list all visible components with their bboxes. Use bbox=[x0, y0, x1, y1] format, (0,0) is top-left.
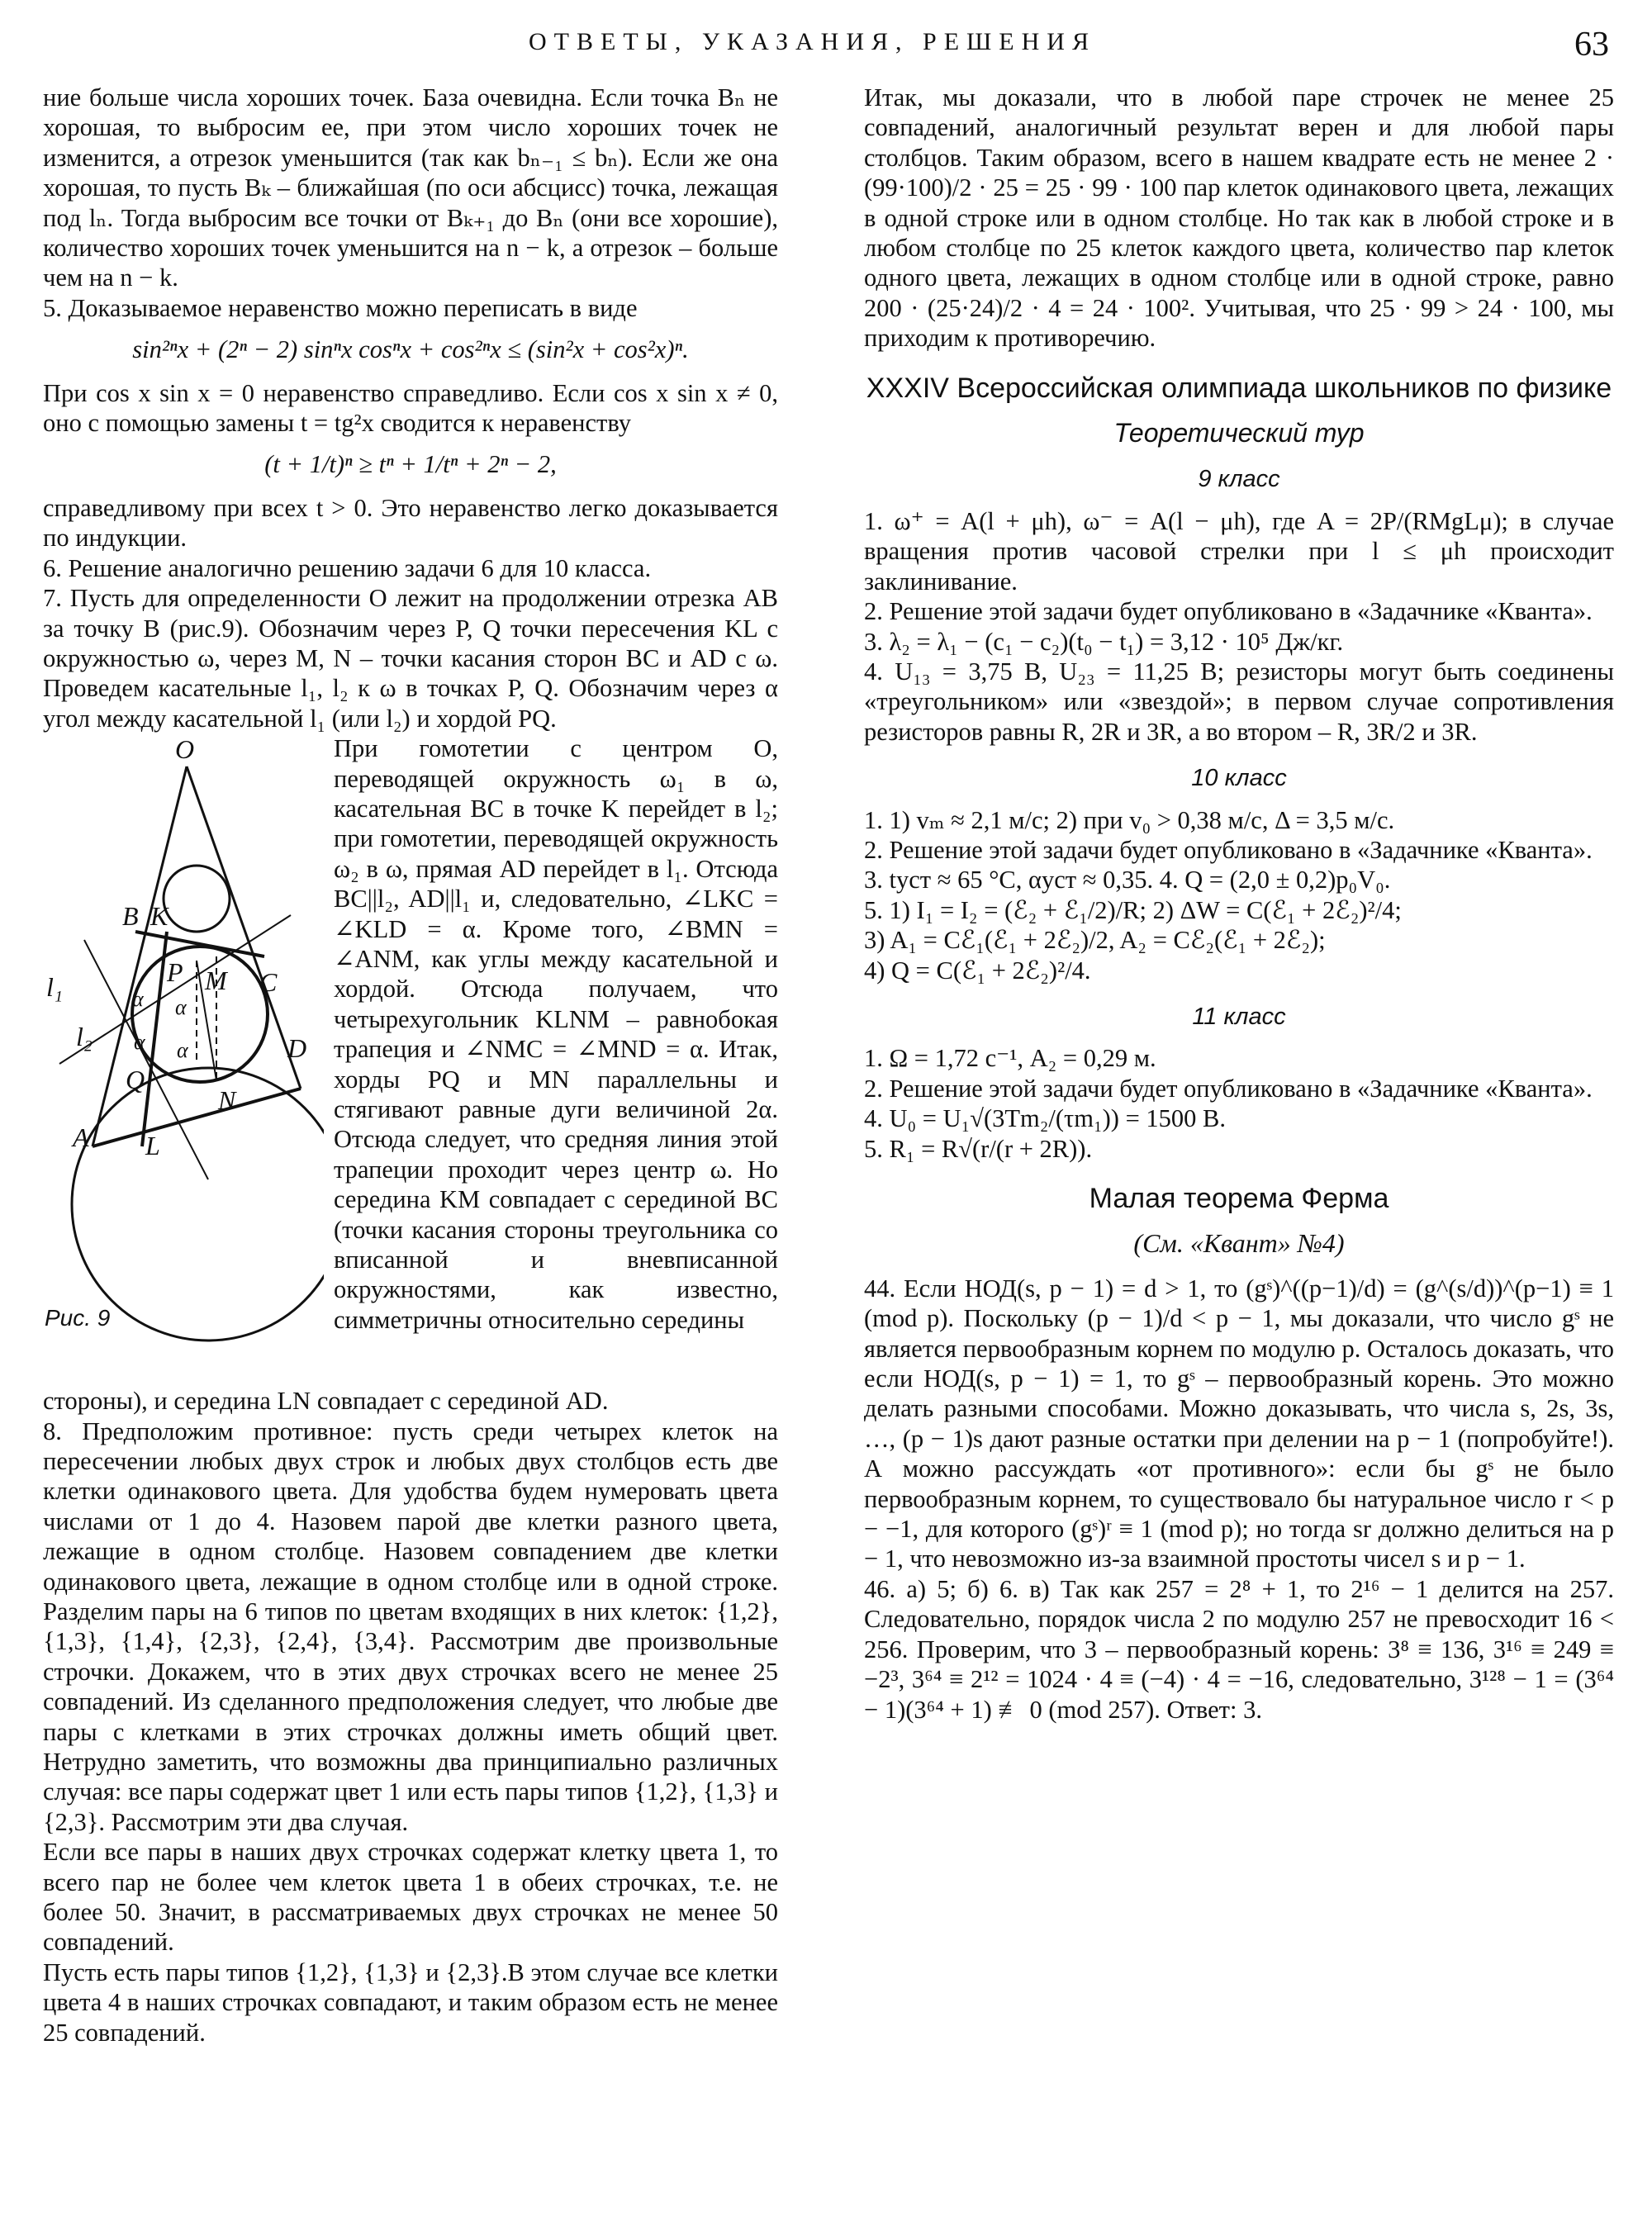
figure-block bbox=[43, 733, 778, 1386]
paragraph: При гомотетии с центром O, переводящей окружность ω₁ в ω, касательная BC в точке K перейдет в l₂; при гомотетии, переводящей окружность ω₂ в ω, прямая AD перейдет в l₁. Отсюда BC||l₂, AD||l₁ и, следовательно, ∠LKC = ∠KLD = α. Кроме того, ∠BMN = ∠ANM, как углы между касательной и хордой. Отсюда получаем, что четырехугольник KLNM – равнобокая трапеция и ∠NMC = ∠MND = α. Итак, хорды PQ и MN параллельны и стягивают равные дуги величиной 2α. Отсюда следует, что средняя линия этой трапеции проходит через центр ω. Но середина KM совпадает с серединой BC (точки касания стороны треугольника со вписанной и вневписанной окружностями, как известно, симметричны относительно середины bbox=[334, 734, 778, 1334]
problem-8: 8. Предположим противное: пусть среди четырех клеток на пересечении любых двух строк и любых двух столбцов есть две клетки одинакового цвета. Для удобства будем нумеровать цвета числами от 1 до 4. Назовем парой две клетки разного цвета, лежащие в одном столбце. Назовем совпадением две клетки одинакового цвета, лежащие в одном столбце или в одной строке. Разделим пары на 6 типов по цветам входящих в них клеток: {1,2}, {1,3}, {1,4}, {2,3}, {2,4}, {3,4}. Рассмотрим две произвольные строчки. Докажем, что в этих двух строчках всего не менее 25 совпадений. Из сделанного предположения следует, что любые две пары с клетками в этих строчках должны иметь общий цвет. Нетрудно заметить, что возможны два принципиально различных случая: все пары содержат цвет 1 или есть пары типов {1,2}, {1,3} и {2,3}. Рассмотрим эти два случая. bbox=[43, 1416, 778, 1836]
answer-item: 1. ω⁺ = A(l + μh), ω⁻ = A(l − μh), где A = 2P/(RMgLμ); в случае вращения против часовой стрелки при l ≤ μh происходит заклинивание. bbox=[864, 506, 1614, 596]
class-heading-9: 9 класс bbox=[1198, 466, 1280, 493]
answer-item: 4) Q = C(ℰ₁ + 2ℰ₂)²/4. bbox=[864, 956, 1091, 985]
label-alpha: α bbox=[134, 1030, 145, 1055]
label-L: L bbox=[145, 1131, 160, 1161]
header-title: ОТВЕТЫ, УКАЗАНИЯ, РЕШЕНИЯ bbox=[529, 28, 1096, 55]
label-N: N bbox=[218, 1085, 236, 1116]
label-P: P bbox=[167, 957, 183, 988]
tour-title: Теоретический тур bbox=[1113, 418, 1365, 448]
class-heading-11: 11 класс bbox=[1192, 1003, 1286, 1030]
label-D: D bbox=[287, 1033, 307, 1064]
label-O: O bbox=[175, 734, 195, 765]
answer-item: 3. λ₂ = λ₁ − (c₁ − c₂)(t₀ − t₁) = 3,12 · 10⁵ Дж/кг. bbox=[864, 627, 1344, 656]
fermat-title: Малая теорема Ферма bbox=[1089, 1183, 1389, 1214]
paragraph: стороны), и середина LN совпадает с серединой AD. bbox=[43, 1387, 609, 1416]
answer-item: 3) A₁ = Cℰ₁(ℰ₁ + 2ℰ₂)/2, A₂ = Cℰ₂(ℰ₁ + 2ℰ₂); bbox=[864, 926, 1326, 955]
paragraph: При cos x sin x = 0 неравенство справедливо. Если cos x sin x ≠ 0, оно с помощью замены t = tg²x сводится к неравенству bbox=[43, 378, 778, 438]
label-l2: l₂ bbox=[76, 1022, 93, 1052]
class-heading-10: 10 класс bbox=[1191, 765, 1287, 792]
problem-6: 6. Решение аналогично решению задачи 6 для 10 класса. bbox=[43, 553, 652, 582]
paragraph: Итак, мы доказали, что в любой паре строчек не менее 25 совпадений, аналогичный результат верен и для любой пары столбцов. Таким образом, всего в нашем квадрате есть не менее 2 · (99·100)/2 · 25 = 25 · 99 · 100 пар клеток одинакового цвета, лежащих в одной строке или в одном столбце. Но так как в любой строке и в любом столбце по 25 клеток каждого цвета, количество пар клеток одного цвета, лежащих в одном столбце или в одной строке, равно 200 · (25·24)/2 · 4 = 24 · 100². Учитывая, что 25 · 99 > 24 · 100, мы приходим к противоречию. bbox=[864, 83, 1614, 353]
label-l1: l₁ bbox=[46, 972, 64, 1003]
answer-item: 4. U₁₃ = 3,75 В, U₂₃ = 11,25 В; резисторы могут быть соединены «треугольником» или «звездой»; в первом случае сопротивления резисторов равны R, 2R и 3R, а во втором – R, 3R/2 и 3R. bbox=[864, 657, 1614, 746]
answer-item: 2. Решение этой задачи будет опубликовано в «Задачнике «Кванта». bbox=[864, 597, 1593, 626]
answer-item: 1. Ω = 1,72 с⁻¹, A₂ = 0,29 м. bbox=[864, 1044, 1156, 1073]
figure-caption: Рис. 9 bbox=[45, 1305, 111, 1331]
label-alpha: α bbox=[177, 1038, 188, 1063]
geometry-figure bbox=[43, 733, 324, 1386]
fermat-reference: (См. «Квант» №4) bbox=[1133, 1228, 1345, 1259]
answer-item: 5. R₁ = R√(r/(r + 2R)). bbox=[864, 1134, 1093, 1163]
formula: sin²ⁿx + (2ⁿ − 2) sinⁿx cosⁿx + cos²ⁿx ≤ (sin²x + cos²x)ⁿ. bbox=[132, 335, 689, 364]
answer-item: 5. 1) I₁ = I₂ = (ℰ₂ + ℰ₁/2)/R; 2) ΔW = C(ℰ₁ + 2ℰ₂)²/4; bbox=[864, 895, 1402, 924]
right-column bbox=[864, 83, 1614, 1725]
paragraph: Пусть есть пары типов {1,2}, {1,3} и {2,3}.В этом случае все клетки цвета 4 в наших строчках совпадают, и таким образом есть не менее 25 совпадений. bbox=[43, 1957, 778, 2047]
answer-item: 2. Решение этой задачи будет опубликовано в «Задачнике «Кванта». bbox=[864, 1074, 1593, 1103]
label-Q: Q bbox=[126, 1065, 145, 1095]
label-M: M bbox=[205, 966, 227, 996]
answer-item: 1. 1) vₘ ≈ 2,1 м/с; 2) при v₀ > 0,38 м/с, Δ = 3,5 м/с. bbox=[864, 805, 1395, 834]
problem-44: 44. Если НОД(s, p − 1) = d > 1, то (gˢ)^((p−1)/d) = (g^(s/d))^(p−1) ≡ 1 (mod p). Поскольку (p − 1)/d < p − 1, мы доказали, что число gˢ не является первообразным корнем по модулю p. Осталось доказать, что если НОД(s, p − 1) = 1, то gˢ – первообразный корень. Это можно делать разными способами. Можно доказывать, что числа s, 2s, 3s, …, (p − 1)s дают разные остатки при делении на p − 1 (попробуйте!). А можно рассуждать «от противного»: если бы gˢ не было первообразным корнем, то существовало бы натуральное число r < p − −1, для которого (gˢ)ʳ ≡ 1 (mod p); но тогда sr должно делиться на p − 1, что невозможно из-за взаимной простоты чисел s и p − 1. bbox=[864, 1274, 1614, 1573]
answer-item: 3. tуст ≈ 65 °C, αуст ≈ 0,35. 4. Q = (2,0 ± 0,2)p₀V₀. bbox=[864, 866, 1391, 894]
answer-item: 2. Решение этой задачи будет опубликовано в «Задачнике «Кванта». bbox=[864, 835, 1593, 864]
label-C: C bbox=[259, 967, 278, 998]
formula: (t + 1/t)ⁿ ≥ tⁿ + 1/tⁿ + 2ⁿ − 2, bbox=[264, 450, 557, 479]
problem-7: 7. Пусть для определенности O лежит на продолжении отрезка AB за точку B (рис.9). Обозначим через P, Q точки пересечения KL с окружностью ω, через M, N – точки касания сторон BC и AD с ω. Проведем касательные l₁, l₂ к ω в точках P, Q. Обозначим через α угол между касательной l₁ (или l₂) и хордой PQ. bbox=[43, 584, 778, 733]
answer-item: 4. U₀ = U₁√(3Tm₂/(τm₁)) = 1500 В. bbox=[864, 1104, 1227, 1133]
paragraph: Если все пары в наших двух строчках содержат клетку цвета 1, то всего пар не более чем клеток цвета 1 в обеих строчках, т.е. не более 50. Значит, в рассматриваемых двух строчках не менее 50 совпадений. bbox=[43, 1838, 778, 1957]
problem-46: 46. а) 5; б) 6. в) Так как 257 = 2⁸ + 1, то 2¹⁶ − 1 делится на 257. Следовательно, порядок числа 2 по модулю 257 не превосходит 16 < 256. Проверим, что 3 – первообразный корень: 3⁸ ≡ 136, 3¹⁶ ≡ 249 ≡ −2³, 3⁶⁴ ≡ 2¹² = 1024 · 4 ≡ (−4) · 4 = −16, следовательно, 3¹²⁸ − 1 = (3⁶⁴ − 1)(3⁶⁴ + 1) ≢ 0 (mod 257). Ответ: 3. bbox=[864, 1574, 1614, 1724]
problem-5: 5. Доказываемое неравенство можно переписать в виде bbox=[43, 293, 638, 322]
label-A: A bbox=[73, 1122, 89, 1153]
left-column bbox=[43, 83, 778, 2048]
running-header bbox=[0, 28, 1652, 69]
label-B: B bbox=[122, 901, 139, 932]
paragraph: ние больше числа хороших точек. База очевидна. Если точка Bₙ не хорошая, то выбросим ее, при этом число хороших точек не изменится, а отрезок уменьшится (так как bₙ₋₁ ≤ bₙ). Если же она хорошая, то пусть Bₖ – ближайшая (по оси абсцисс) точка, лежащая под lₙ. Тогда выбросим все точки от Bₖ₊₁ до Bₙ (они все хорошие), количество хороших точек уменьшится на n − k, а отрезок – больше чем на n − k. bbox=[43, 83, 778, 292]
paragraph: справедливому при всех t > 0. Это неравенство легко доказывается по индукции. bbox=[43, 493, 778, 553]
label-K: K bbox=[150, 901, 169, 932]
label-alpha: α bbox=[132, 987, 144, 1012]
page-number: 63 bbox=[1574, 26, 1609, 64]
label-alpha: α bbox=[175, 995, 187, 1020]
section-title: XXXIV Всероссийская олимпиада школьников по физике bbox=[866, 372, 1612, 404]
